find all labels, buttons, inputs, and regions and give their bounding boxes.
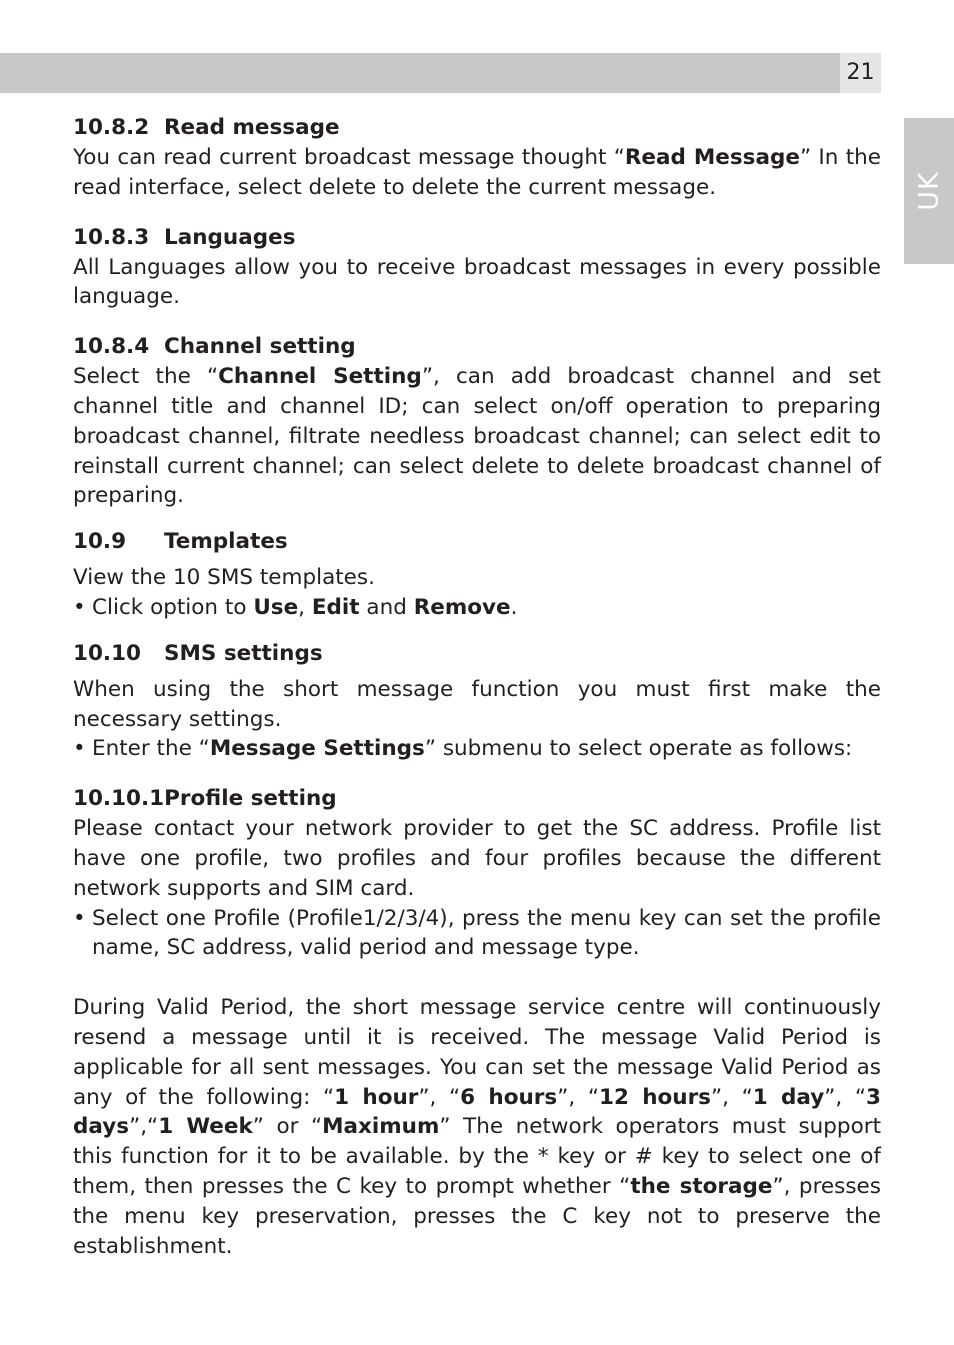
sms-settings-paragraph: When using the short message function you must first make the necessary settings.	[73, 676, 881, 732]
sms-settings-bullet: • Enter the “Message Settings” submenu to select operate as follows:	[73, 734, 881, 764]
language-side-tab-label: UK	[913, 171, 945, 211]
valid-period-paragraph: During Valid Period, the short message service centre will continuously resend a message until it is received. The message Valid Period is applicable for all sent messages. You can set the message Valid Period as any of the following: “1 hour”, “6 hours”, “12 hours”, “1 day”, “3 days”,“1 Week” or “Maximum” The network operators must support this function for it to be available. by the * key or # key to select one of them, then presses the C key to prompt whether “the storage”, presses the menu key preservation, presses the C key not to preserve the establishment.	[73, 995, 881, 1259]
section-number: 10.9	[73, 529, 127, 555]
section-title: Channel setting	[164, 334, 356, 360]
section-heading-10-8-2	[73, 113, 881, 143]
templates-paragraph: View the 10 SMS templates.	[73, 565, 375, 591]
profile-setting-paragraph: Please contact your network provider to get the SC address. Profile list have one profile, two profiles and four profiles because the different network supports and SIM card.	[73, 816, 881, 901]
section-title: 10.10.1Profile setting	[73, 786, 337, 812]
section-title: Templates	[164, 529, 288, 555]
section-heading-10-9	[73, 527, 881, 557]
section-title: Read message	[164, 115, 340, 140]
profile-setting-bullet: • Select one Profile (Profile1/2/3/4), press the menu key can set the profile name, SC address, valid period and message type.	[73, 904, 881, 964]
channel-setting-paragraph: Select the “Channel Setting”, can add broadcast channel and set channel title and channel ID; can select on/off operation to preparing broadcast channel, filtrate needless broadcast channel; can select edit to reinstall current channel; can select delete to delete broadcast channel of preparing.	[73, 364, 881, 509]
languages-paragraph: All Languages allow you to receive broadcast messages in every possible language.	[73, 254, 881, 310]
section-number: 10.8.2	[73, 115, 150, 140]
section-number: 10.8.4	[73, 334, 150, 360]
section-heading-10-8-4	[73, 332, 881, 362]
page-content	[73, 113, 881, 1261]
section-heading-10-10	[73, 639, 881, 669]
header-bar	[0, 53, 840, 93]
language-side-tab	[904, 118, 954, 264]
section-heading-10-8-3	[73, 223, 881, 253]
section-title: SMS settings	[164, 640, 323, 666]
templates-bullet: • Click option to Use, Edit and Remove.	[73, 593, 881, 623]
section-heading-10-10-1	[73, 784, 881, 814]
section-title: Languages	[164, 224, 296, 250]
page-number: 21	[840, 53, 881, 93]
read-message-paragraph: You can read current broadcast message thought “Read Message” In the read interface, select delete to delete the current message.	[73, 145, 881, 200]
section-number: 10.8.3	[73, 224, 150, 250]
section-number: 10.10	[73, 640, 142, 666]
